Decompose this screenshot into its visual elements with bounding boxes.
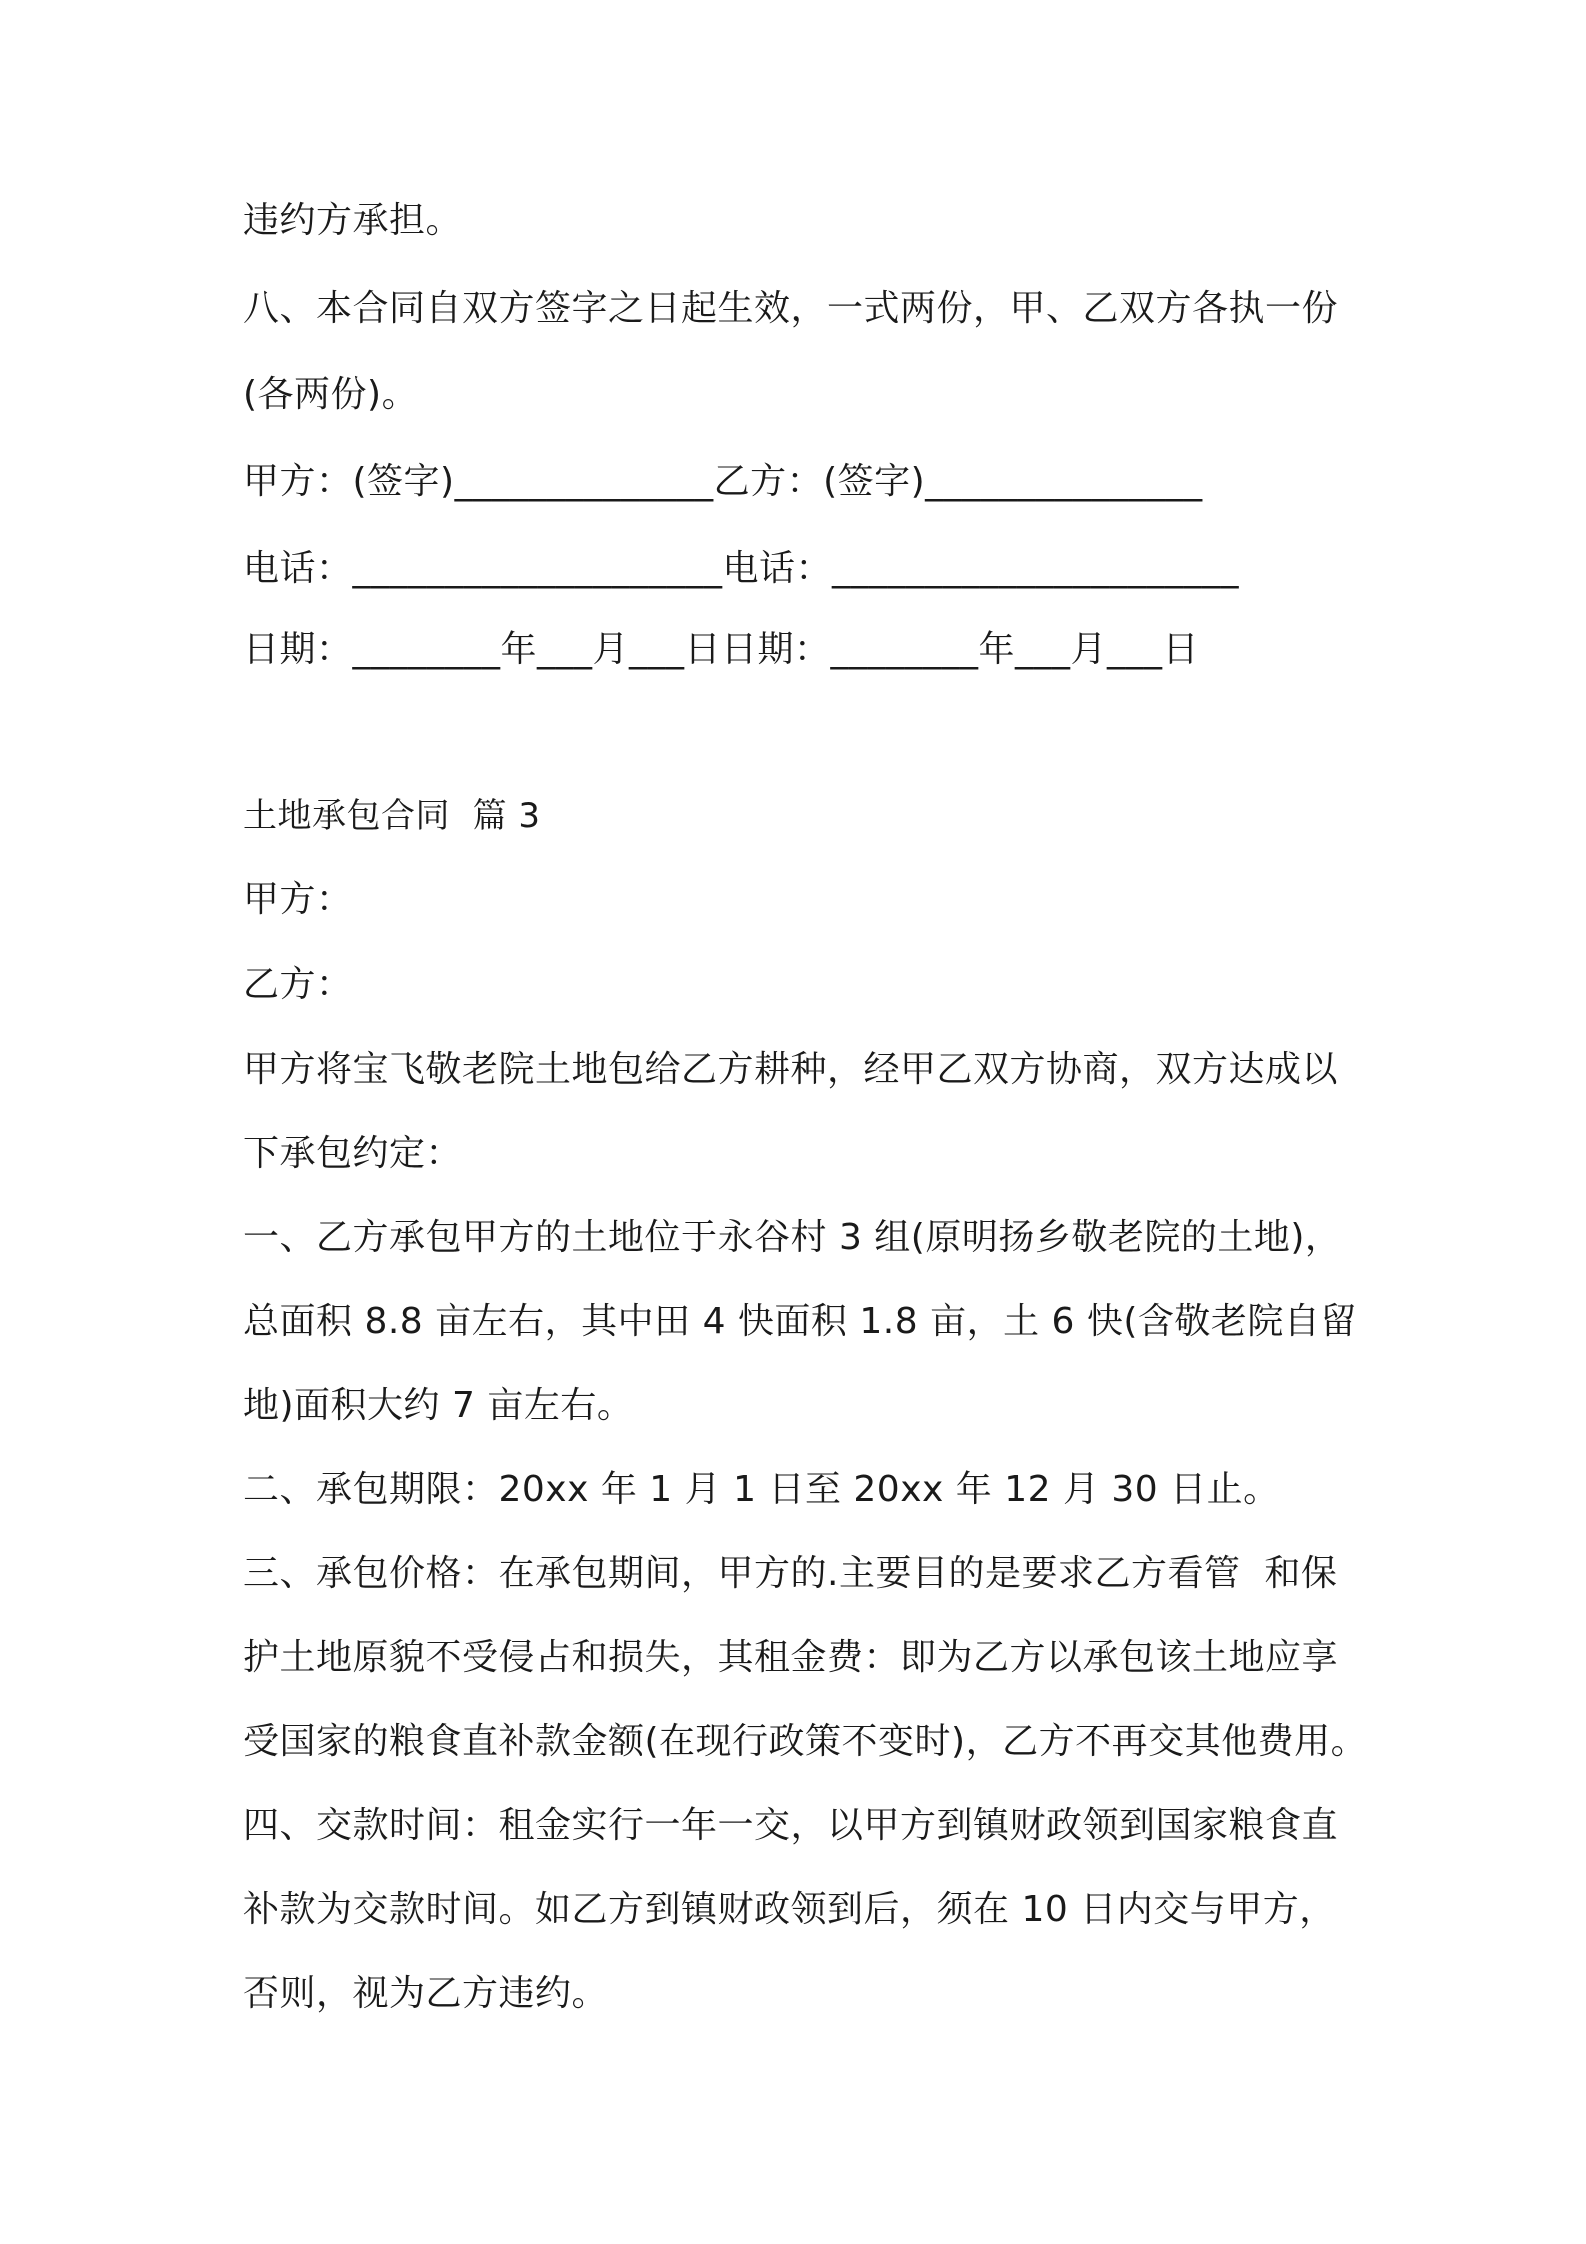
clause-1-text: 一、乙方承包甲方的土地位于永谷村 3 组(原明扬乡敬老院的土地)， [243, 1217, 1342, 1258]
paragraph-line: 下承包约定： [243, 1133, 463, 1174]
phone-line: 电话：____________________电话：______________________ [243, 548, 1240, 589]
party-a-label: 甲方： [243, 879, 353, 920]
clause-3-text: 三、承包价格：在承包期间，甲方的.主要目的是要求乙方看管 和保 [243, 1553, 1338, 1594]
clause-3-text: 受国家的粮食直补款金额(在现行政策不变时)，乙方不再交其他费用。 [243, 1721, 1368, 1762]
party-b-label: 乙方： [243, 964, 353, 1005]
clause-1-text: 总面积 8.8 亩左右，其中田 4 快面积 1.8 亩，土 6 快(含敬老院自留 [243, 1301, 1357, 1342]
date-line: 日期：________年___月___日日期：________年___月___日 [243, 629, 1200, 670]
section-title: 土地承包合同 篇 3 [243, 796, 541, 836]
signature-line-party-a-b: 甲方：(签字)______________乙方：(签字)_______________ [243, 461, 1203, 502]
clause-1-text: 地)面积大约 7 亩左右。 [243, 1385, 634, 1426]
paragraph-line: 甲方将宝飞敬老院土地包给乙方耕种，经甲乙双方协商，双方达成以 [243, 1049, 1339, 1090]
clause-text: 违约方承担。 [243, 200, 463, 241]
clause-4-text: 否则，视为乙方违约。 [243, 1973, 609, 2014]
clause-8-text: 八、本合同自双方签字之日起生效，一式两份，甲、乙双方各执一份 [243, 288, 1339, 329]
clause-4-text: 补款为交款时间。如乙方到镇财政领到后，须在 10 日内交与甲方， [243, 1889, 1336, 1930]
clause-4-text: 四、交款时间：租金实行一年一交，以甲方到镇财政领到国家粮食直 [243, 1805, 1339, 1846]
clause-3-text: 护土地原貌不受侵占和损失，其租金费：即为乙方以承包该土地应享 [243, 1637, 1339, 1678]
clause-text: (各两份)。 [243, 374, 419, 415]
clause-2-text: 二、承包期限：20xx 年 1 月 1 日至 20xx 年 12 月 30 日止。 [243, 1469, 1280, 1510]
